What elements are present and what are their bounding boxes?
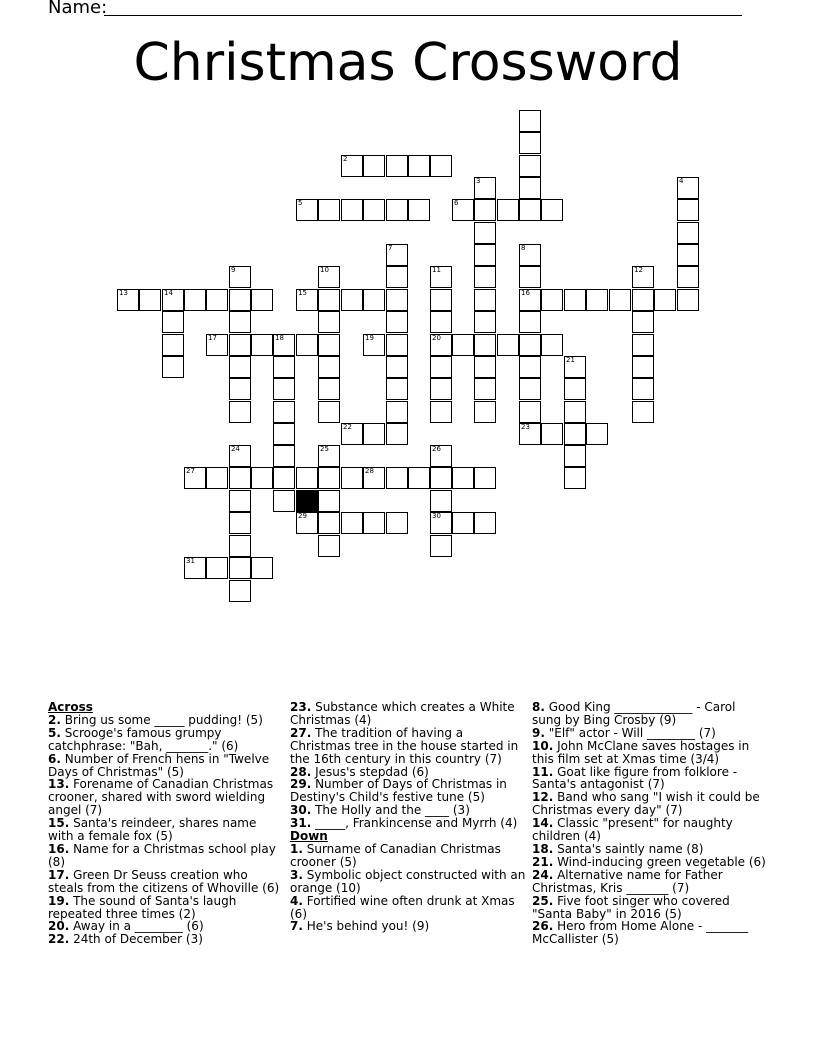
grid-cell[interactable] [229, 490, 251, 512]
clue-number: 18. [532, 841, 554, 856]
clue-text: The Holly and the ____ (3) [311, 803, 470, 818]
clue-number: 8. [532, 700, 545, 714]
clue-number: 10. [532, 738, 554, 753]
cell-number: 8 [521, 244, 526, 252]
cell-number: 3 [476, 177, 481, 185]
grid-cell[interactable] [564, 423, 586, 445]
grid-cell[interactable] [363, 289, 385, 311]
grid-cell[interactable] [341, 512, 363, 534]
cell-number: 28 [365, 467, 374, 475]
grid-cell[interactable] [519, 401, 541, 423]
clue-number: 4. [290, 893, 303, 908]
grid-cell[interactable] [632, 289, 654, 311]
grid-cell[interactable] [474, 289, 496, 311]
grid-cell[interactable] [273, 467, 295, 489]
clue-number: 7. [290, 919, 303, 934]
name-label: Name: [48, 0, 108, 18]
across-heading: Across [48, 700, 93, 714]
grid-cell[interactable] [564, 445, 586, 467]
grid-cell[interactable] [229, 512, 251, 534]
grid-cell[interactable] [363, 423, 385, 445]
clue-number: 17. [48, 867, 70, 882]
grid-cell[interactable] [541, 334, 563, 356]
grid-cell[interactable] [251, 467, 273, 489]
grid-cell[interactable] [386, 512, 408, 534]
grid-cell[interactable] [677, 222, 699, 244]
grid-cell[interactable] [632, 334, 654, 356]
grid-cell[interactable] [341, 155, 363, 177]
clue [290, 869, 526, 895]
grid-cell[interactable] [273, 445, 295, 467]
grid-cell[interactable] [408, 467, 430, 489]
grid-cell[interactable] [564, 356, 586, 378]
grid-cell[interactable] [341, 467, 363, 489]
grid-cell[interactable] [541, 423, 563, 445]
clue [290, 778, 526, 804]
grid-cell[interactable] [386, 289, 408, 311]
grid-cell[interactable] [251, 557, 273, 579]
grid-cell[interactable] [519, 356, 541, 378]
clue-number: 26. [532, 919, 554, 934]
clue-text: Santa's saintly name (8) [553, 841, 704, 856]
clue [48, 753, 284, 779]
clue-text: Number of French hens in "Twelve Days of Christmas" (5) [48, 751, 270, 779]
grid-cell[interactable] [318, 401, 340, 423]
grid-cell[interactable] [452, 334, 474, 356]
grid-cell[interactable] [452, 512, 474, 534]
clue [290, 920, 526, 933]
grid-cell[interactable] [229, 580, 251, 602]
clue-number: 9. [532, 725, 545, 740]
grid-cell[interactable] [386, 334, 408, 356]
clue-number: 25. [532, 893, 554, 908]
clue-number: 14. [532, 816, 554, 831]
grid-cell[interactable] [677, 289, 699, 311]
clue [290, 727, 526, 766]
grid-cell[interactable] [296, 512, 318, 534]
clue-number: 28. [290, 764, 312, 779]
grid-cell[interactable] [430, 311, 452, 333]
grid-cell[interactable] [206, 467, 228, 489]
grid-cell[interactable] [519, 244, 541, 266]
cell-number: 5 [298, 199, 303, 207]
grid-cell[interactable] [519, 155, 541, 177]
cell-number: 18 [275, 334, 284, 342]
clue-number: 20. [48, 919, 70, 934]
cell-number: 24 [231, 445, 240, 453]
clue-text: Wind-inducing green vegetable (6) [553, 854, 766, 869]
clue-text: _____, Frankincense and Myrrh (4) [311, 816, 518, 831]
grid-cell[interactable] [341, 199, 363, 221]
clue-number: 3. [290, 867, 303, 882]
clue-text: Surname of Canadian Christmas crooner (5) [290, 841, 501, 869]
clue-number: 31. [290, 816, 312, 831]
clue [290, 843, 526, 869]
grid-cell[interactable] [430, 356, 452, 378]
grid-cell[interactable] [162, 289, 184, 311]
grid-cell[interactable] [519, 177, 541, 199]
grid-cell[interactable] [296, 334, 318, 356]
clue-text: Fortified wine often drunk at Xmas (6) [290, 893, 515, 921]
grid-cell[interactable] [273, 334, 295, 356]
grid-cell[interactable] [677, 244, 699, 266]
page-title: Christmas Crossword [133, 33, 683, 93]
grid-cell[interactable] [519, 266, 541, 288]
grid-cell[interactable] [386, 467, 408, 489]
grid-cell[interactable] [497, 199, 519, 221]
grid-cell[interactable] [430, 378, 452, 400]
grid-cell[interactable] [474, 222, 496, 244]
clue [48, 933, 284, 946]
grid-cell[interactable] [296, 289, 318, 311]
clue-text: Alternative name for Father Christmas, Kris _______ (7) [532, 867, 723, 895]
grid-cell[interactable] [162, 334, 184, 356]
grid-cell[interactable] [341, 289, 363, 311]
grid-cell[interactable] [430, 401, 452, 423]
grid-cell[interactable] [677, 266, 699, 288]
grid-cell[interactable] [430, 266, 452, 288]
grid-cell[interactable] [117, 289, 139, 311]
cell-number: 17 [208, 334, 217, 342]
grid-cell[interactable] [408, 155, 430, 177]
grid-cell[interactable] [474, 266, 496, 288]
cell-number: 29 [298, 512, 307, 520]
grid-cell[interactable] [229, 289, 251, 311]
grid-cell[interactable] [430, 155, 452, 177]
grid-cell[interactable] [162, 356, 184, 378]
clue-column-1 [48, 701, 284, 946]
grid-cell[interactable] [519, 199, 541, 221]
grid-cell[interactable] [632, 311, 654, 333]
grid-cell[interactable] [386, 199, 408, 221]
grid-cell[interactable] [632, 266, 654, 288]
clue-text: Green Dr Seuss creation who steals from the citizens of Whoville (6) [48, 867, 280, 895]
cell-number: 16 [521, 289, 530, 297]
clue-text: Substance which creates a White Christmas (4) [290, 700, 515, 727]
grid-cell[interactable] [519, 378, 541, 400]
grid-cell[interactable] [318, 445, 340, 467]
grid-cell[interactable] [386, 378, 408, 400]
cell-number: 14 [164, 289, 173, 297]
grid-cell[interactable] [318, 289, 340, 311]
clue-text: Away in a ________ (6) [69, 919, 204, 934]
clue [48, 778, 284, 817]
grid-cell[interactable] [318, 311, 340, 333]
grid-cell[interactable] [474, 311, 496, 333]
name-field[interactable] [104, 15, 742, 16]
grid-cell[interactable] [273, 356, 295, 378]
down-heading: Down [290, 829, 328, 844]
cell-number: 25 [320, 445, 329, 453]
clue-text: Jesus's stepdad (6) [311, 764, 429, 779]
clue-text: Five foot singer who covered "Santa Baby" in 2016 (5) [532, 893, 730, 921]
clue-text: Santa's reindeer, shares name with a female fox (5) [48, 816, 257, 844]
grid-cell[interactable] [430, 467, 452, 489]
grid-cell[interactable] [318, 199, 340, 221]
clue-text: 24th of December (3) [69, 932, 203, 947]
grid-cell[interactable] [363, 334, 385, 356]
grid-cell[interactable] [452, 199, 474, 221]
grid-cell[interactable] [363, 155, 385, 177]
grid-cell[interactable] [654, 289, 676, 311]
cell-number: 27 [186, 467, 195, 475]
grid-cell[interactable] [363, 199, 385, 221]
clue-text: Bring us some _____ pudding! (5) [60, 712, 263, 727]
grid-cell[interactable] [229, 356, 251, 378]
grid-cell[interactable] [430, 289, 452, 311]
cell-number: 13 [119, 289, 128, 297]
clue-text: Classic "present" for naughty children (4) [532, 816, 733, 844]
grid-cell[interactable] [474, 401, 496, 423]
grid-cell[interactable] [386, 244, 408, 266]
cell-number: 31 [186, 557, 195, 565]
clue-number: 24. [532, 867, 554, 882]
clue-number: 6. [48, 751, 61, 766]
grid-cell[interactable] [184, 289, 206, 311]
clue [532, 791, 768, 817]
black-square [296, 490, 318, 512]
grid-cell[interactable] [206, 557, 228, 579]
grid-cell[interactable] [229, 445, 251, 467]
grid-cell[interactable] [430, 512, 452, 534]
clue-text: The sound of Santa's laugh repeated three times (2) [48, 893, 237, 921]
clue-column-3 [532, 701, 768, 946]
grid-cell[interactable] [408, 199, 430, 221]
cell-number: 23 [521, 423, 530, 431]
clue [48, 727, 284, 753]
clue [290, 701, 526, 727]
clue-number: 12. [532, 790, 554, 805]
grid-cell[interactable] [251, 334, 273, 356]
clue [532, 895, 768, 921]
grid-cell[interactable] [586, 423, 608, 445]
grid-cell[interactable] [474, 177, 496, 199]
clue-text: The tradition of having a Christmas tree in the house started in the 16th century in this country (7) [290, 725, 519, 766]
grid-cell[interactable] [519, 423, 541, 445]
clue [290, 895, 526, 921]
clue-number: 16. [48, 841, 70, 856]
grid-cell[interactable] [318, 334, 340, 356]
grid-cell[interactable] [632, 378, 654, 400]
grid-cell[interactable] [632, 356, 654, 378]
grid-cell[interactable] [341, 423, 363, 445]
clue [532, 740, 768, 766]
clue-number: 30. [290, 803, 312, 818]
cell-number: 22 [343, 423, 352, 431]
grid-cell[interactable] [452, 467, 474, 489]
grid-cell[interactable] [386, 401, 408, 423]
clue [532, 920, 768, 946]
cell-number: 12 [634, 266, 643, 274]
grid-cell[interactable] [206, 334, 228, 356]
clue-text: Goat like figure from folklore - Santa's antagonist (7) [532, 764, 738, 792]
grid-cell[interactable] [564, 467, 586, 489]
clue-number: 21. [532, 854, 554, 869]
clue-text: Forename of Canadian Christmas crooner, shared with sword wielding angel (7) [48, 777, 274, 818]
clue-number: 22. [48, 932, 70, 947]
grid-cell[interactable] [474, 378, 496, 400]
clue-text: Name for a Christmas school play (8) [48, 841, 276, 869]
grid-cell[interactable] [430, 535, 452, 557]
clue [48, 817, 284, 843]
grid-cell[interactable] [519, 132, 541, 154]
grid-cell[interactable] [251, 289, 273, 311]
grid-cell[interactable] [519, 334, 541, 356]
grid-cell[interactable] [474, 334, 496, 356]
clue-number: 19. [48, 893, 70, 908]
grid-cell[interactable] [386, 311, 408, 333]
grid-cell[interactable] [519, 311, 541, 333]
cell-number: 30 [432, 512, 441, 520]
cell-number: 4 [679, 177, 684, 185]
grid-cell[interactable] [541, 289, 563, 311]
clue [48, 895, 284, 921]
clue-text: John McClane saves hostages in this film set at Xmas time (3/4) [532, 738, 750, 766]
cell-number: 21 [566, 356, 575, 364]
grid-cell[interactable] [564, 378, 586, 400]
grid-cell[interactable] [139, 289, 161, 311]
clue-number: 11. [532, 764, 554, 779]
clue [48, 843, 284, 869]
grid-cell[interactable] [229, 401, 251, 423]
grid-cell[interactable] [318, 356, 340, 378]
cell-number: 9 [231, 266, 236, 274]
clue-text: "Elf" actor - Will ________ (7) [544, 725, 716, 740]
cell-number: 2 [343, 155, 348, 163]
grid-cell[interactable] [296, 467, 318, 489]
clue [532, 817, 768, 843]
grid-cell[interactable] [474, 356, 496, 378]
cell-number: 10 [320, 266, 329, 274]
grid-cell[interactable] [586, 289, 608, 311]
clue-text: Number of Days of Christmas in Destiny's Child's festive tune (5) [290, 777, 507, 805]
grid-cell[interactable] [273, 423, 295, 445]
grid-cell[interactable] [162, 311, 184, 333]
grid-cell[interactable] [318, 512, 340, 534]
grid-cell[interactable] [318, 490, 340, 512]
grid-cell[interactable] [430, 334, 452, 356]
clue-number: 15. [48, 816, 70, 831]
clue-number: 27. [290, 725, 312, 740]
grid-cell[interactable] [229, 557, 251, 579]
grid-cell[interactable] [474, 467, 496, 489]
cell-number: 6 [454, 199, 459, 207]
grid-cell[interactable] [497, 334, 519, 356]
clue-text: Good King _____________ - Carol sung by Bing Crosby (9) [532, 700, 736, 727]
grid-cell[interactable] [677, 177, 699, 199]
grid-cell[interactable] [229, 467, 251, 489]
clue-text: Band who sang "I wish it could be Christmas every day" (7) [532, 790, 760, 818]
clue-number: 5. [48, 725, 61, 740]
cell-number: 15 [298, 289, 307, 297]
grid-cell[interactable] [386, 266, 408, 288]
grid-cell[interactable] [474, 244, 496, 266]
grid-cell[interactable] [184, 467, 206, 489]
cell-number: 11 [432, 266, 441, 274]
clue-text: Symbolic object constructed with an orange (10) [290, 867, 526, 895]
clue [48, 869, 284, 895]
grid-cell[interactable] [386, 423, 408, 445]
clue-number: 29. [290, 777, 312, 792]
grid-cell[interactable] [229, 334, 251, 356]
grid-cell[interactable] [229, 378, 251, 400]
grid-cell[interactable] [677, 199, 699, 221]
grid-cell[interactable] [296, 199, 318, 221]
grid-cell[interactable] [229, 535, 251, 557]
cell-number: 20 [432, 334, 441, 342]
grid-cell[interactable] [632, 401, 654, 423]
grid-cell[interactable] [519, 110, 541, 132]
grid-cell[interactable] [273, 401, 295, 423]
grid-cell[interactable] [363, 467, 385, 489]
grid-cell[interactable] [564, 401, 586, 423]
clue-text: He's behind you! (9) [302, 919, 430, 934]
clue-text: Scrooge's famous grumpy catchphrase: "Bah, _______." (6) [48, 725, 239, 753]
grid-cell[interactable] [318, 467, 340, 489]
grid-cell[interactable] [430, 445, 452, 467]
grid-cell[interactable] [184, 557, 206, 579]
clue [532, 766, 768, 792]
clue-column-2 [290, 701, 526, 933]
clue [532, 869, 768, 895]
clue-text: Hero from Home Alone - _______ McCallister (5) [532, 919, 749, 947]
grid-cell[interactable] [318, 378, 340, 400]
grid-cell[interactable] [474, 512, 496, 534]
grid-cell[interactable] [206, 289, 228, 311]
grid-cell[interactable] [229, 266, 251, 288]
grid-cell[interactable] [386, 356, 408, 378]
grid-cell[interactable] [318, 266, 340, 288]
cell-number: 7 [388, 244, 393, 252]
clue-number: 13. [48, 777, 70, 792]
clue-number: 23. [290, 700, 312, 714]
grid-cell[interactable] [273, 378, 295, 400]
cell-number: 26 [432, 445, 441, 453]
clue-number: 1. [290, 841, 303, 856]
grid-cell[interactable] [519, 289, 541, 311]
grid-cell[interactable] [541, 199, 563, 221]
grid-cell[interactable] [430, 490, 452, 512]
grid-cell[interactable] [564, 289, 586, 311]
clue-number: 2. [48, 712, 61, 727]
grid-cell[interactable] [386, 155, 408, 177]
grid-cell[interactable] [474, 199, 496, 221]
grid-cell[interactable] [229, 311, 251, 333]
grid-cell[interactable] [318, 535, 340, 557]
clue [532, 701, 768, 727]
grid-cell[interactable] [609, 289, 631, 311]
cell-number: 19 [365, 334, 374, 342]
grid-cell[interactable] [273, 490, 295, 512]
grid-cell[interactable] [363, 512, 385, 534]
